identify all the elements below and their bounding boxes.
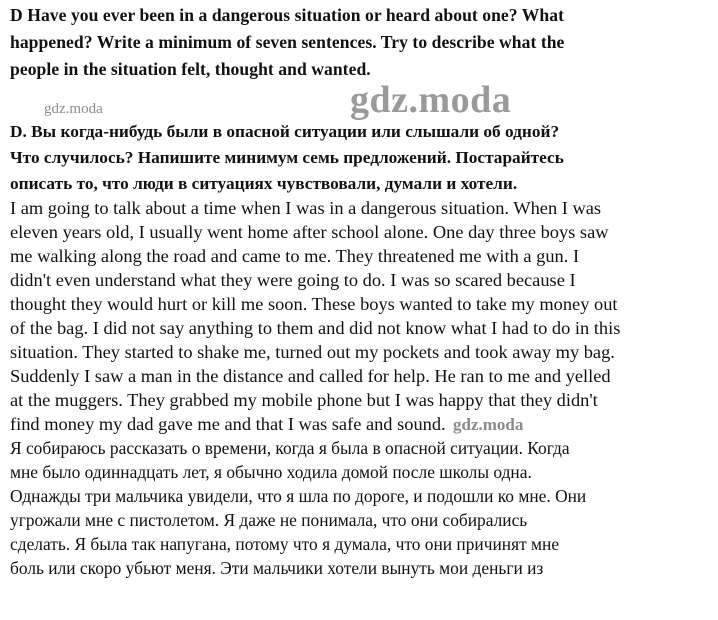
watermark-big: gdz.moda bbox=[350, 79, 512, 121]
task-russian-line: описать то, что люди в ситуациях чувствовали, думали и хотели. bbox=[10, 174, 518, 193]
task-english-line: happened? Write a minimum of seven sentences. Try to describe what the bbox=[10, 32, 565, 52]
watermark-inline: gdz.moda bbox=[453, 415, 524, 434]
answer-english-line: Suddenly I saw a man in the distance and called for help. He ran to me and yelled bbox=[10, 366, 611, 386]
answer-russian-line: сделать. Я была так напугана, потому что я думала, что они причинят мне bbox=[10, 534, 560, 554]
answer-english-line: didn't even understand what they were going to do. I was so scared because I bbox=[10, 270, 576, 290]
answer-english bbox=[10, 196, 715, 436]
answer-english-line: eleven years old, I usually went home after school alone. One day three boys saw bbox=[10, 222, 609, 242]
answer-russian-line: Однажды три мальчика увидели, что я шла по дороге, и подошли ко мне. Они bbox=[10, 486, 587, 506]
answer-english-line: situation. They started to shake me, turned out my pockets and took away my bag. bbox=[10, 342, 615, 362]
answer-english-line: thought they would hurt or kill me soon. These boys wanted to take my money out bbox=[10, 294, 618, 314]
answer-english-line: I am going to talk about a time when I was in a dangerous situation. When I was bbox=[10, 198, 602, 218]
answer-english-line: find money my dad gave me and that I was safe and sound. bbox=[10, 414, 446, 434]
answer-english-line: me walking along the road and came to me. They threatened me with a gun. I bbox=[10, 246, 580, 266]
task-english-line: D Have you ever been in a dangerous situation or heard about one? What bbox=[10, 5, 565, 25]
task-russian-line: Что случилось? Напишите минимум семь предложений. Постарайтесь bbox=[10, 148, 564, 167]
answer-russian bbox=[10, 436, 715, 580]
task-russian bbox=[10, 119, 715, 197]
watermark-small: gdz.moda bbox=[44, 101, 103, 117]
answer-russian-line: Я собираюсь рассказать о времени, когда я была в опасной ситуации. Когда bbox=[10, 438, 570, 458]
answer-english-line: of the bag. I did not say anything to them and did not know what I had to do in this bbox=[10, 318, 621, 338]
answer-russian-line: боль или скоро убьют меня. Эти мальчики хотели вынуть мои деньги из bbox=[10, 558, 544, 578]
answer-russian-line: угрожали мне с пистолетом. Я даже не понимала, что они собирались bbox=[10, 510, 528, 530]
answer-russian-line: мне было одиннадцать лет, я обычно ходила домой после школы одна. bbox=[10, 462, 532, 482]
task-english-line: people in the situation felt, thought and wanted. bbox=[10, 59, 371, 79]
task-english bbox=[10, 2, 710, 83]
task-russian-line: D. Вы когда-нибудь были в опасной ситуации или слышали об одной? bbox=[10, 122, 560, 141]
answer-english-line: at the muggers. They grabbed my mobile phone but I was happy that they didn't bbox=[10, 390, 598, 410]
